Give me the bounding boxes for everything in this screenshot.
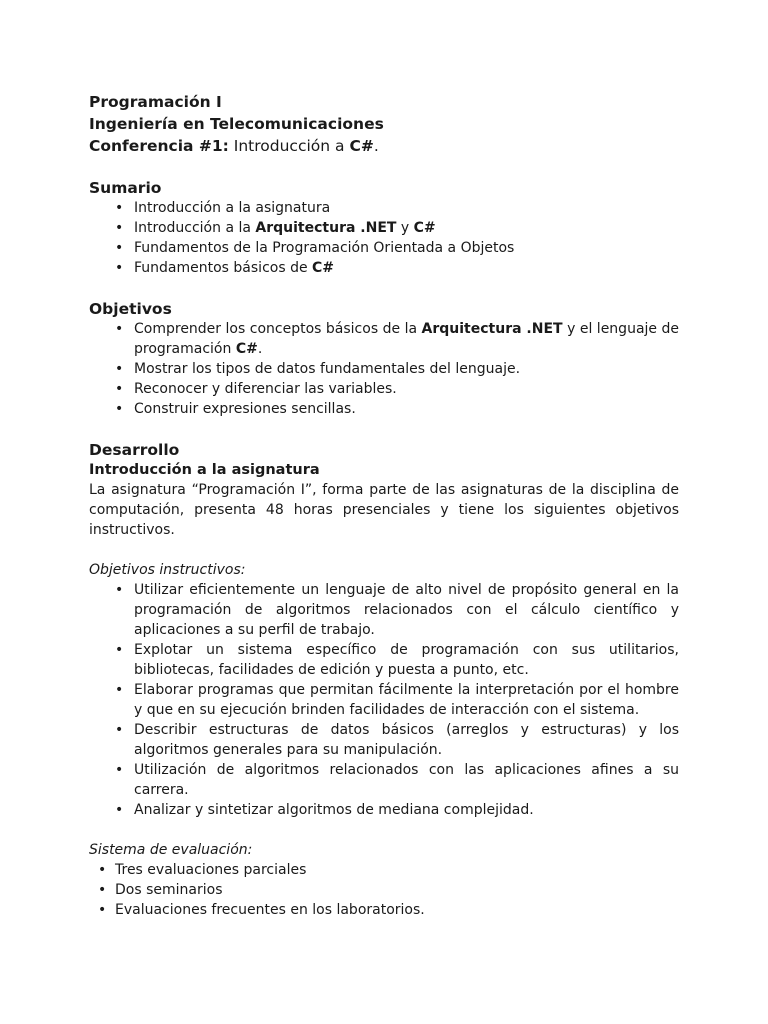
list-item: • Introducción a la asignatura bbox=[89, 198, 679, 218]
text-run: y el lenguaje de programación bbox=[134, 321, 679, 357]
list-item bbox=[89, 258, 679, 278]
text-bold: Arquitectura .NET bbox=[421, 321, 563, 337]
list-item: • Construir expresiones sencillas. bbox=[89, 399, 679, 419]
course-title: Programación I bbox=[89, 93, 222, 111]
list-item bbox=[89, 319, 679, 359]
list-item: • Utilización de algoritmos relacionados con las aplicaciones afines a su carrera. bbox=[89, 760, 679, 800]
desarrollo-subheading: Introducción a la asignatura bbox=[89, 462, 320, 478]
list-item: • Utilizar eficientemente un lenguaje de alto nivel de propósito general en la programación de algoritmos relacionados con el cálculo científico y aplicaciones a su perfil de trabajo. bbox=[89, 580, 679, 640]
lecture-title bbox=[89, 135, 679, 157]
list-item: • Reconocer y diferenciar las variables. bbox=[89, 379, 679, 399]
sumario-heading: Sumario bbox=[89, 179, 162, 197]
lecture-end: . bbox=[373, 137, 379, 155]
objetivos-list bbox=[89, 319, 679, 419]
text-run: Introducción a la bbox=[134, 220, 256, 236]
list-item: • Describir estructuras de datos básicos (arreglos y estructuras) y los algoritmos generales para su manipulación. bbox=[89, 720, 679, 760]
list-item: • Elaborar programas que permitan fácilmente la interpretación por el hombre y que en su ejecución brinden facilidades de interacción con el sistema. bbox=[89, 680, 679, 720]
list-item: • Explotar un sistema específico de programación con sus utilitarios, bibliotecas, facilidades de edición y puesta a punto, etc. bbox=[89, 640, 679, 680]
desarrollo-heading: Desarrollo bbox=[89, 441, 180, 459]
list-item: • Evaluaciones frecuentes en los laboratorios. bbox=[89, 900, 679, 920]
objetivos-instructivos-list bbox=[89, 580, 679, 820]
objetivos-instructivos-label: Objetivos instructivos: bbox=[89, 562, 246, 578]
document-page bbox=[89, 91, 679, 920]
list-item bbox=[89, 218, 679, 238]
text-bold: C# bbox=[312, 260, 335, 276]
list-item: • Fundamentos de la Programación Orientada a Objetos bbox=[89, 238, 679, 258]
objetivos-heading: Objetivos bbox=[89, 300, 172, 318]
text-run: y bbox=[396, 220, 414, 236]
lecture-prefix: Conferencia #1: bbox=[89, 137, 229, 155]
list-item: • Analizar y sintetizar algoritmos de mediana complejidad. bbox=[89, 800, 679, 820]
desarrollo-paragraph: La asignatura “Programación I”, forma parte de las asignaturas de la disciplina de computación, presenta 48 horas presenciales y tiene los siguientes objetivos instructivos. bbox=[89, 482, 679, 538]
list-item: • Mostrar los tipos de datos fundamentales del lenguaje. bbox=[89, 359, 679, 379]
program-title: Ingeniería en Telecomunicaciones bbox=[89, 115, 384, 133]
text-run: Comprender los conceptos básicos de la bbox=[134, 321, 422, 337]
list-item: • Dos seminarios bbox=[89, 880, 679, 900]
text-run: . bbox=[257, 341, 263, 357]
lecture-lang: C# bbox=[349, 137, 374, 155]
text-bold: C# bbox=[235, 341, 258, 357]
text-run: Fundamentos básicos de bbox=[134, 260, 313, 276]
lecture-text: Introducción a bbox=[228, 137, 350, 155]
text-bold: Arquitectura .NET bbox=[255, 220, 397, 236]
list-item: • Tres evaluaciones parciales bbox=[89, 860, 679, 880]
sumario-list bbox=[89, 198, 679, 278]
text-bold: C# bbox=[413, 220, 436, 236]
sistema-evaluacion-label: Sistema de evaluación: bbox=[89, 842, 253, 858]
sistema-evaluacion-list bbox=[89, 860, 679, 920]
